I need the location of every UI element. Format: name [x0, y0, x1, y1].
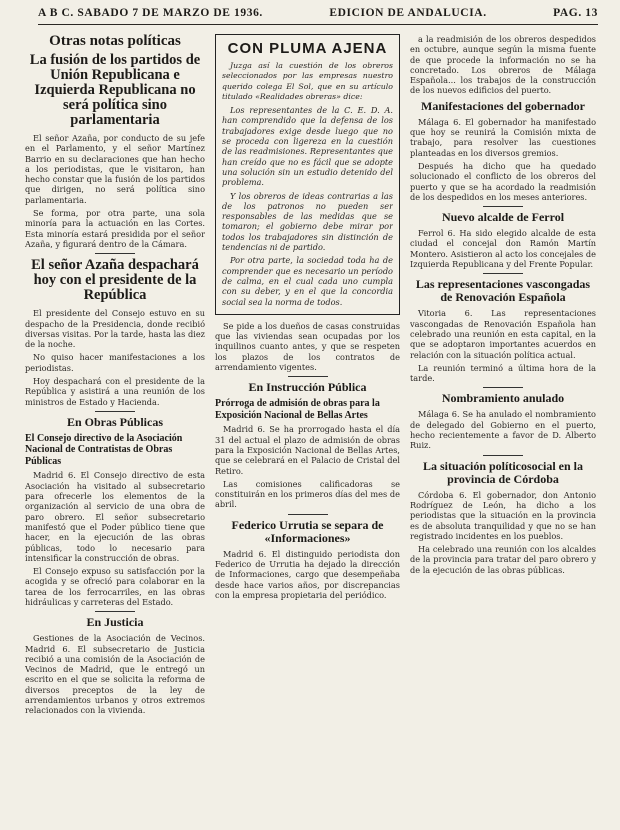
headline-vascongadas: Las representaciones vascongadas de Renovación Española: [415, 277, 591, 305]
divider: [288, 376, 328, 377]
paragraph: Ha celebrado una reunión con los alcaldes de la provincia para tratar del paro obrero y de la ejecución de las obras públicas.: [410, 544, 596, 575]
paragraph: Vitoria 6. Las representaciones vascongadas de Renovación Española han celebrado una reunión en esta capital, en la que se adoptaron importantes acuerdos en relación con la situación política actual.: [410, 308, 596, 360]
headline-instruccion: En Instrucción Pública: [248, 380, 367, 395]
paragraph: La reunión terminó a última hora de la tarde.: [410, 362, 596, 384]
paragraph: El Consejo expuso su satisfacción por la acogida y se ofreció para colaborar en la tarea de los ferrocarriles, en las obras hidráulicas y carreteras del Estado.: [25, 566, 205, 607]
section-title: Otras notas políticas: [49, 34, 181, 49]
column-left: [25, 34, 205, 774]
divider: [95, 411, 135, 412]
boxed-article: [215, 34, 400, 315]
headline-cordoba: La situación políticosocial en la provincia de Córdoba: [422, 458, 583, 486]
paragraph: Después ha dicho que ha quedado solucionado el conflicto de los obreros del puerto y que se ha acordado la readmisión de los despedidos en los meses anteriores.: [410, 160, 596, 202]
header-edition: EDICION DE ANDALUCIA.: [329, 7, 487, 19]
paragraph: Hoy despachará con el presidente de la República y asistirá a una reunión de los ministros de Estado y Hacienda.: [25, 376, 205, 407]
paragraph: Los representantes de la C. E. D. A. han comprendido que la defensa de los trabajadores exige desde luego que no se proceda con ligereza en la cuestión de las readmisiones. Representantes que han creído que no es fácil que se adopte una solución sin un estudio detenido del problema.: [222, 105, 393, 188]
paragraph: Por otra parte, la sociedad toda ha de comprender que es necesario un período de calma, en el cual cada uno cumpla con su deber, y en el que la concordia social sea la norma de todos.: [222, 255, 393, 307]
divider: [95, 611, 135, 612]
divider: [288, 514, 328, 515]
paragraph: Málaga 6. Se ha anulado el nombramiento de delegado del Gobierno en el puerto, hecho recientemente a favor de D. Alberto Ruiz.: [410, 409, 596, 451]
paragraph: Gestiones de la Asociación de Vecinos. Madrid 6. El subsecretario de Justicia recibió a una comisión de la Asociación de Vecinos de Madrid, que le entregó un escrito en el que se solicita la reforma de diversos preceptos de la ley de arrendamientos urbanos y otros extremos relacionados con la vivienda.: [25, 633, 205, 716]
headline-fusion: La fusión de los partidos de Unión Republicana e Izquierda Republicana no será política sino parlamentaria: [29, 52, 201, 128]
paragraph: Málaga 6. El gobernador ha manifestado que hoy se reunirá la Comisión mixta de trabajo, para resolver las cuestiones planteadas en los diversos gremios.: [410, 116, 596, 158]
paragraph: Madrid 6. Se ha prorrogado hasta el día 31 del actual el plazo de admisión de obras para la Exposición Nacional de Bellas Artes, que se celebrará en el Palacio de Cristal del Retiro.: [215, 424, 400, 476]
headline-obras-publicas: En Obras Públicas: [66, 414, 164, 429]
headline-gobernador: Manifestaciones del gobernador: [421, 98, 585, 113]
column-right: [410, 34, 596, 774]
paragraph: Ferrol 6. Ha sido elegido alcalde de esta ciudad el concejal don Ramón Martín Montero. Asistieron al acto los concejales de Izquierda Republicana y del Frente Popular.: [410, 228, 596, 270]
header-page-number: PAG. 13: [553, 7, 598, 19]
paragraph: Se pide a los dueños de casas construidas que las viviendas sean ocupadas por los inquilinos cuanto antes, y que se respeten los plazos de los contratos de arrendamiento vigentes.: [215, 320, 400, 373]
headline-nombramiento: Nombramiento anulado: [441, 391, 565, 406]
header-date: A B C. SABADO 7 DE MARZO DE 1936.: [38, 7, 263, 19]
paragraph: El presidente del Consejo estuvo en su despacho de la Presidencia, donde recibió diversas visitas. Por la tarde, hasta las diez de la noche.: [25, 308, 205, 350]
paragraph: a la readmisión de los obreros despedidos en octubre, aunque según la misma fuente de que procede la información no se ha concretado. Los obreros de Málaga Española... los trabajos de la construcción de los nuevos edificios del puerto.: [410, 34, 596, 96]
paragraph: El señor Azaña, por conducto de su jefe en el Parlamento, y el señor Martínez Barrio en su declaraciones que han hecho a los periodistas, que le visitaron, han hecho constar que la fusión de los partidos que dirigen, no será política sino parlamentaria.: [25, 133, 205, 205]
paragraph: Se forma, por otra parte, una sola minoría para la actuación en las Cortes. Esta minoría estará presidida por el señor Azaña, y figurará dentro de la Cámara.: [25, 208, 205, 249]
paragraph: Madrid 6. El distinguido periodista don Federico de Urrutia ha dejado la dirección de Informaciones, cargo que desempeñaba desde hace varios años, por discrepancias con la empresa propietaria del periódico.: [215, 548, 400, 600]
paragraph: Y los obreros de ideas contrarias a las de los patronos no pueden ser responsables de las medidas que se tomaron; el gobierno debe mirar por todos los trabajadores sin distinción de tendencias ni de partido.: [222, 190, 393, 253]
paragraph: No quiso hacer manifestaciones a los periodistas.: [25, 352, 205, 373]
box-title: CON PLUMA AJENA: [227, 40, 388, 57]
paragraph: Las comisiones calificadoras se constituirán en los primeros días del mes de abril.: [215, 478, 400, 510]
subheadline-exposicion: Prórroga de admisión de obras para la Exposición Nacional de Bellas Artes: [215, 398, 380, 421]
column-middle: [215, 34, 400, 774]
headline-ferrol: Nuevo alcalde de Ferrol: [441, 210, 565, 225]
divider: [483, 273, 523, 274]
divider: [483, 455, 523, 456]
divider: [95, 253, 135, 254]
subheadline-contratistas: El Consejo directivo de la Asociación Nacional de Contratistas de Obras Públicas: [25, 432, 183, 467]
header-rule: [38, 24, 598, 25]
page-header: [38, 4, 598, 22]
headline-azana: El señor Azaña despachará hoy con el presidente de la República: [31, 257, 199, 304]
divider: [483, 206, 523, 207]
paragraph: Córdoba 6. El gobernador, don Antonio Rodríguez de León, ha dicho a los periodistas que la situación en la provincia es de absoluta tranquilidad y que no se han registrado incidentes en los pueblos.: [410, 489, 596, 541]
paragraph: Madrid 6. El Consejo directivo de esta Asociación ha visitado al subsecretario para ofrecerle los elementos de la organización al servicio de una obra de paro obrero. El señor subsecretario manifestó que el Poder público tiene que hacer, en la ejecución de las obras públicas, todo lo necesario para intensificar la construcción de obras.: [25, 470, 205, 563]
divider: [483, 387, 523, 388]
headline-urrutia: Federico Urrutia se separa de «Informaciones»: [231, 517, 384, 545]
paragraph: Juzga así la cuestión de los obreros seleccionados por las empresas nuestro querido colega El Sol, que en su artículo titulado «Realidades obreras» dice:: [222, 61, 393, 101]
headline-justicia: En Justicia: [86, 615, 144, 630]
